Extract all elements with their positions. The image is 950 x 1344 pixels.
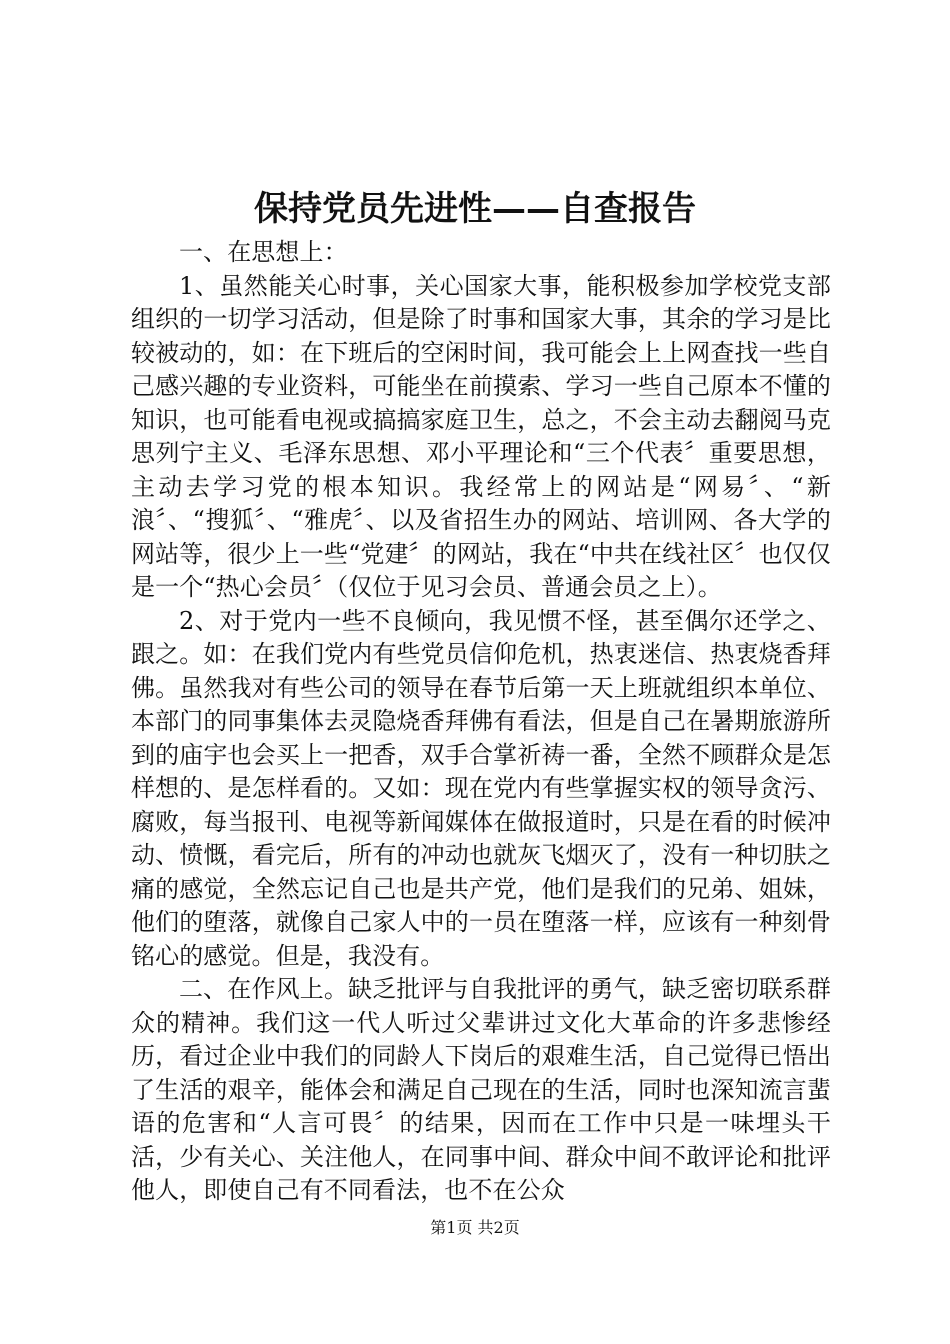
paragraph-1: 1、虽然能关心时事，关心国家大事，能积极参加学校党支部组织的一切学习活动，但是除了时事和国家大事，其余的学习是比较被动的，如：在下班后的空闲时间，我可能会上上网查找一些自己感兴趣的专业资料，可能坐在前摸索、学习一些自己原本不懂的知识，也可能看电视或搞搞家庭卫生，总之，不会主动去翻阅马克思列宁主义、毛泽东思想、邓小平理论和“三个代表〞重要思想，主动去学习党的根本知识。我经常上的网站是“网易〞、“新浪〞、“搜狐〞、“雅虎〞、以及省招生办的网站、培训网、各大学的网站等，很少上一些“党建〞的网站，我在“中共在线社区〞也仅仅是一个“热心会员〞（仅位于见习会员、普通会员之上）。	[131, 271, 831, 601]
paragraph-2: 2、对于党内一些不良倾向，我见惯不怪，甚至偶尔还学之、跟之。如：在我们党内有些党员信仰危机，热衷迷信、热衷烧香拜佛。虽然我对有些公司的领导在春节后第一天上班就组织本单位、本部门的同事集体去灵隐烧香拜佛有看法，但是自己在暑期旅游所到的庙宇也会买上一把香，双手合掌祈祷一番，全然不顾群众是怎样想的、是怎样看的。又如：现在党内有些掌握实权的领导贪污、腐败，每当报刊、电视等新闻媒体在做报道时，只是在看的时候冲动、愤慨，看完后，所有的冲动也就灰飞烟灭了，没有一种切肤之痛的感觉，全然忘记自己也是共产党，他们是我们的兄弟、姐妹，他们的堕落，就像自己家人中的一员在堕落一样，应该有一种刻骨铭心的感觉。但是，我没有。	[131, 606, 831, 970]
document-body	[131, 236, 831, 1208]
document-title: 保持党员先进性——自查报告	[254, 189, 696, 229]
paragraph-3: 二、在作风上。缺乏批评与自我批评的勇气，缺乏密切联系群众的精神。我们这一代人听过父辈讲过文化大革命的许多悲惨经历，看过企业中我们的同龄人下岗后的艰难生活，自己觉得已悟出了生活的艰辛，能体会和满足自己现在的生活，同时也深知流言蜚语的危害和“人言可畏〞的结果，因而在工作中只是一味埋头干活，少有关心、关注他人，在同事中间、群众中间不敢评论和批评他人，即使自己有不同看法，也不在公众	[131, 975, 831, 1204]
section-heading-thought: 一、在思想上：	[179, 238, 348, 266]
page-number: 第1页 共2页	[430, 1218, 520, 1237]
